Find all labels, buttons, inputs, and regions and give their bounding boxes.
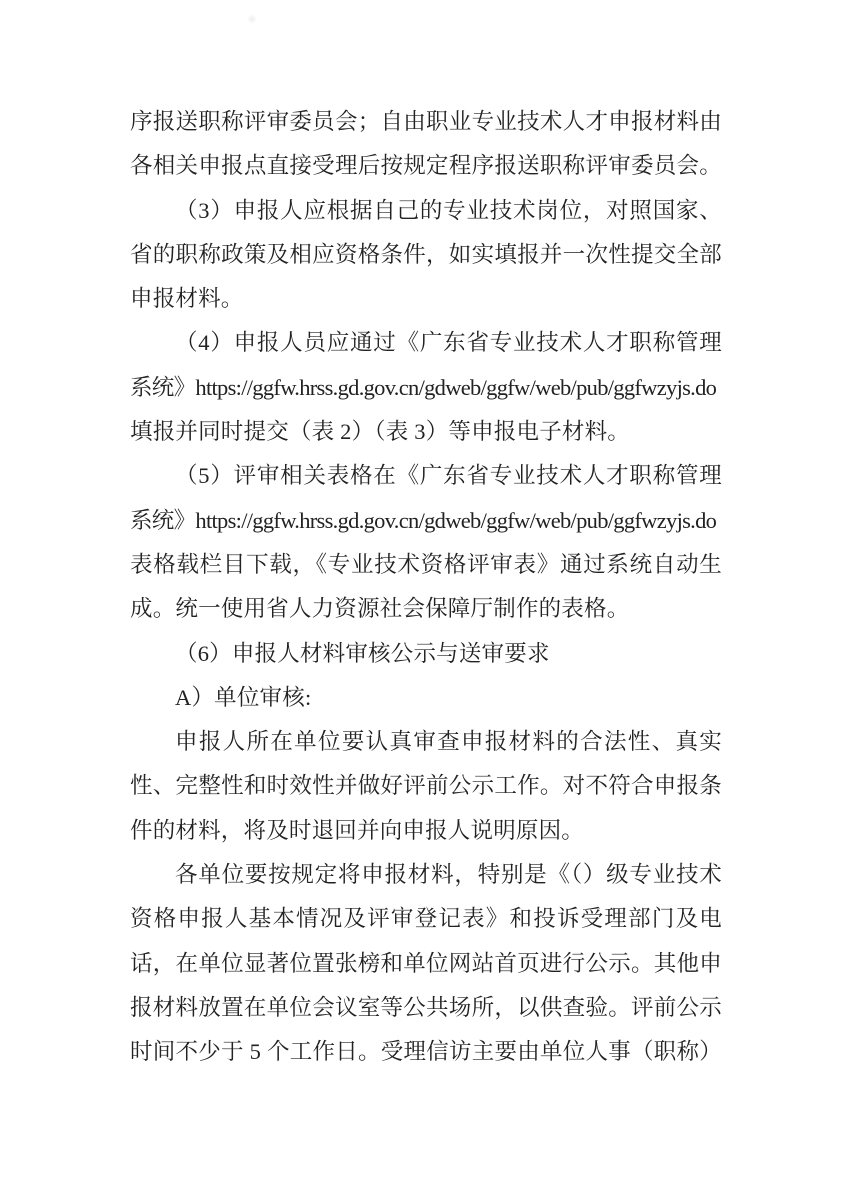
text-line: 表格载栏目下载，《专业技术资格评审表》通过系统自动生 bbox=[130, 551, 722, 577]
text-line: 性、完整性和时效性并做好评前公示工作。对不符合申报条 bbox=[130, 773, 722, 799]
text-line: 各相关申报点直接受理后按规定程序报送职称评审委员会。 bbox=[130, 153, 722, 179]
text-line-url: 系统》https://ggfw.hrss.gd.gov.cn/gdweb/ggfw/web/pub/ggfwzyjs.do bbox=[130, 374, 717, 400]
text-line: 省的职称政策及相应资格条件，如实填报并一次性提交全部 bbox=[130, 241, 722, 267]
text-line: 话，在单位显著位置张榜和单位网站首页进行公示。其他申 bbox=[130, 950, 722, 976]
text-line: A）单位审核: bbox=[175, 684, 312, 710]
scan-artifact bbox=[247, 14, 257, 24]
text-line: 申报材料。 bbox=[130, 286, 244, 312]
text-line: 报材料放置在单位会议室等公共场所，以供查验。评前公示 bbox=[130, 994, 722, 1020]
text-line-url: 系统》https://ggfw.hrss.gd.gov.cn/gdweb/ggfw/web/pub/ggfwzyjs.do bbox=[130, 507, 717, 533]
text-line: 各单位要按规定将申报材料，特别是《（）级专业技术 bbox=[175, 862, 722, 888]
text-line: （5）评审相关表格在《广东省专业技术人才职称管理 bbox=[175, 463, 722, 489]
text-line: 序报送职称评审委员会；自由职业专业技术人才申报材料由 bbox=[130, 109, 722, 134]
text-line: 件的材料，将及时退回并向申报人说明原因。 bbox=[130, 817, 585, 843]
text-line: 填报并同时提交（表 2）（表 3）等申报电子材料。 bbox=[130, 419, 631, 445]
text-line: 资格申报人基本情况及评审登记表》和投诉受理部门及电 bbox=[130, 906, 722, 932]
text-line: 时间不少于 5 个工作日。受理信访主要由单位人事（职称） bbox=[130, 1039, 722, 1065]
document-text bbox=[130, 100, 722, 1075]
text-line: （3）申报人应根据自己的专业技术岗位，对照国家、 bbox=[175, 197, 722, 223]
text-line: 申报人所在单位要认真审查申报材料的合法性、真实 bbox=[175, 729, 722, 755]
text-line: （6）申报人材料审核公示与送审要求 bbox=[175, 640, 550, 666]
text-line: 成。统一使用省人力资源社会保障厅制作的表格。 bbox=[130, 596, 630, 622]
text-line: （4）申报人员应通过《广东省专业技术人才职称管理 bbox=[175, 330, 722, 356]
